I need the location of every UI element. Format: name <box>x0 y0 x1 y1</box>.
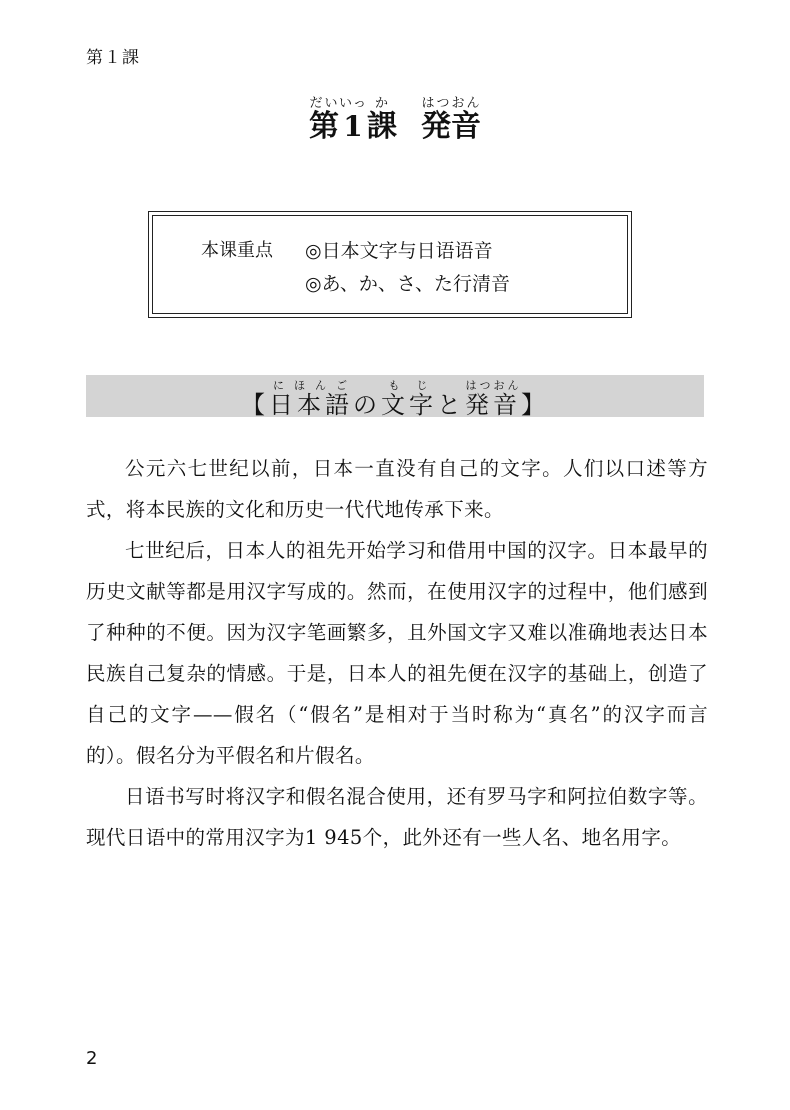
running-head: 第１課 <box>86 48 140 68</box>
focus-label: 本课重点 <box>201 240 273 261</box>
title-number: 1いっ <box>338 96 367 143</box>
paragraph: 日语书写时将汉字和假名混合使用，还有罗马字和阿拉伯数字等。现代日语中的常用汉字为1 945个，此外还有一些人名、地名用字。 <box>86 785 708 849</box>
section-heading: 【日本語にほんごの文字もじと発音はつおん】 <box>86 375 704 417</box>
title-ka: 課か <box>367 96 397 144</box>
section-hatsuon: 発音はつおん <box>465 379 521 419</box>
section-nihongo: 日本語にほんご <box>269 379 353 419</box>
section-moji: 文字もじ <box>381 379 437 419</box>
body-text <box>86 448 708 858</box>
title-word: 発音はつおん <box>421 96 481 144</box>
focus-item-1: ◎日本文字与日语语音 <box>305 240 493 262</box>
paragraph: 七世纪后，日本人的祖先开始学习和借用中国的汉字。日本最早的历史文献等都是用汉字写成的。然而，在使用汉字的过程中，他们感到了种种的不便。因为汉字笔画繁多，且外国文字又难以准确地表达日本民族自己复杂的情感。于是，日本人的祖先便在汉字的基础上，创造了自己的文字——假名（“假名”是相对于当时称为“真名”的汉字而言的）。假名分为平假名和片假名。 <box>86 539 708 767</box>
title-dai: 第だい <box>308 96 339 144</box>
lesson-focus-box <box>148 211 632 318</box>
paragraph: 公元六七世纪以前，日本一直没有自己的文字。人们以口述等方式，将本民族的文化和历史一代代地传承下来。 <box>86 457 708 521</box>
lesson-title <box>0 96 790 145</box>
page-number: 2 <box>86 1048 98 1069</box>
focus-item-2: ◎あ、か、さ、た行清音 <box>305 273 511 295</box>
